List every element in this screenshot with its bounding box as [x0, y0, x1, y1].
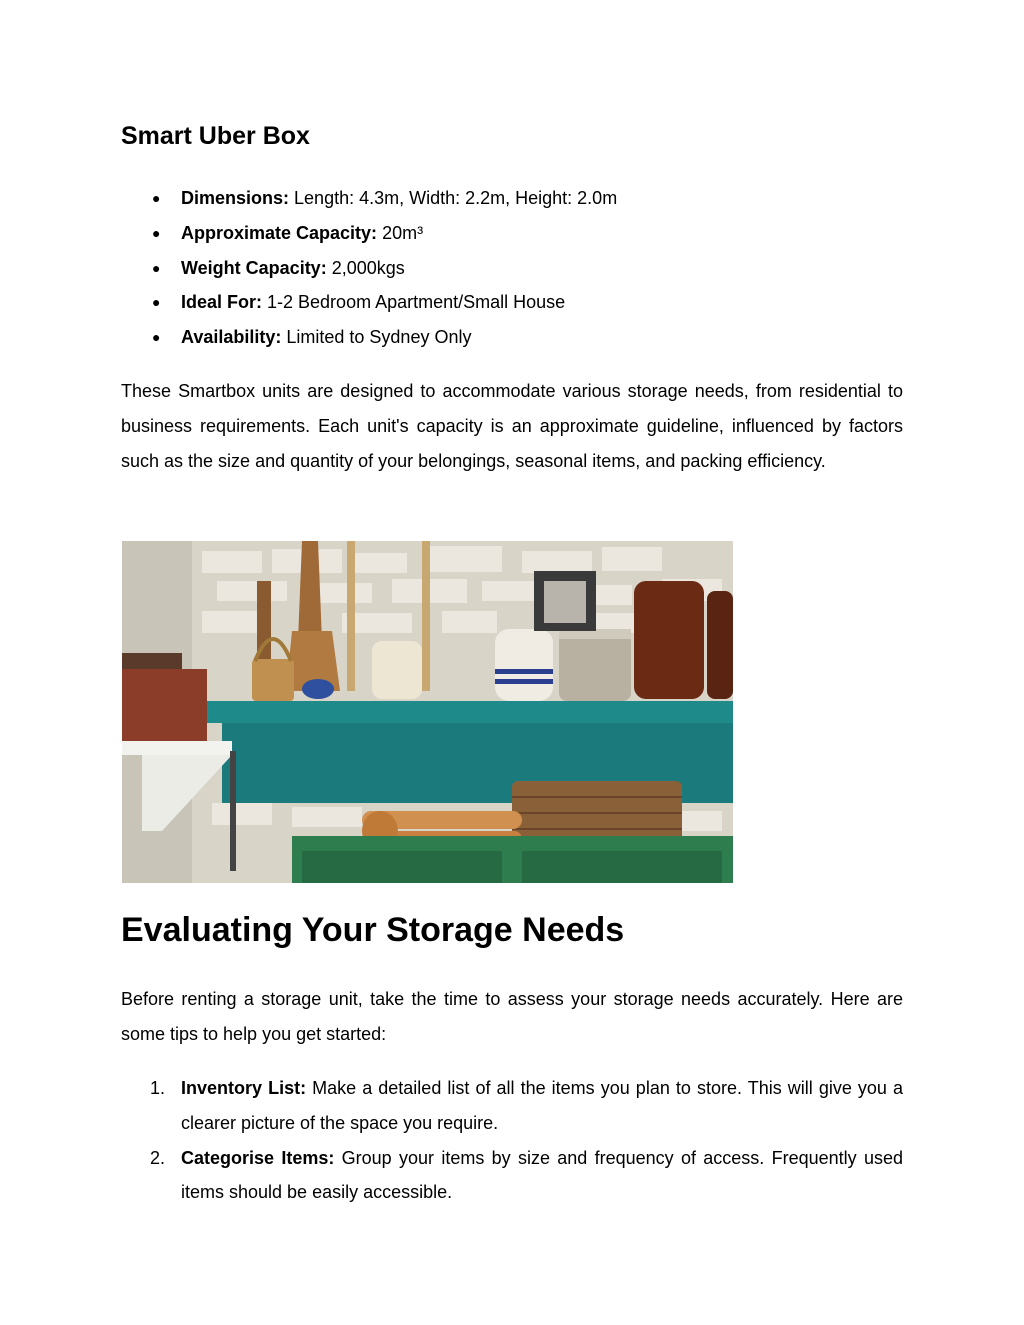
tip-text: Group your items by size and frequency of access. Frequently used items should be easily accessible.: [181, 1147, 903, 1203]
spec-label: Dimensions:: [181, 188, 290, 208]
list-item: [121, 1071, 903, 1141]
tip-text: Make a detailed list of all the items you plan to store. This will give you a clearer picture of the space you require.: [181, 1078, 904, 1133]
tip-label: Inventory List:: [181, 1078, 307, 1098]
list-item: [121, 1141, 903, 1211]
spec-value: Length: 4.3m, Width: 2.2m, Height: 2.0m: [289, 188, 618, 208]
list-item: [121, 216, 903, 251]
list-item: [121, 181, 903, 216]
spec-label: Approximate Capacity:: [181, 222, 378, 243]
spec-value: Limited to Sydney Only: [281, 327, 472, 348]
tips-list: [121, 1071, 903, 1210]
list-item: [121, 320, 903, 355]
section-subtitle: Smart Uber Box: [121, 122, 310, 150]
list-number: 2.: [150, 1147, 166, 1168]
intro-paragraph: Before renting a storage unit, take the time to assess your storage needs accurately. Here are some tips to help you get started:: [121, 989, 903, 1044]
list-item: [121, 285, 903, 320]
list-item: [121, 251, 903, 286]
list-number: 1.: [150, 1078, 166, 1098]
spec-value: 20m³: [377, 222, 424, 243]
spec-value: 1-2 Bedroom Apartment/Small House: [262, 292, 566, 313]
spec-label: Ideal For:: [181, 292, 263, 313]
tip-label: Categorise Items:: [181, 1147, 335, 1168]
spec-value: 2,000kgs: [326, 257, 405, 278]
storage-shelf-photo: [122, 541, 733, 883]
spec-list: [121, 181, 903, 355]
section-heading: Evaluating Your Storage Needs: [121, 911, 625, 949]
body-paragraph: These Smartbox units are designed to accommodate various storage needs, from residential to business requirements. Each unit's capacity is an approximate guideline, influenced by factors such as the size and quantity of your belongings, seasonal items, and packing efficiency.: [121, 381, 903, 471]
spec-label: Weight Capacity:: [181, 257, 327, 278]
spec-label: Availability:: [181, 327, 282, 348]
